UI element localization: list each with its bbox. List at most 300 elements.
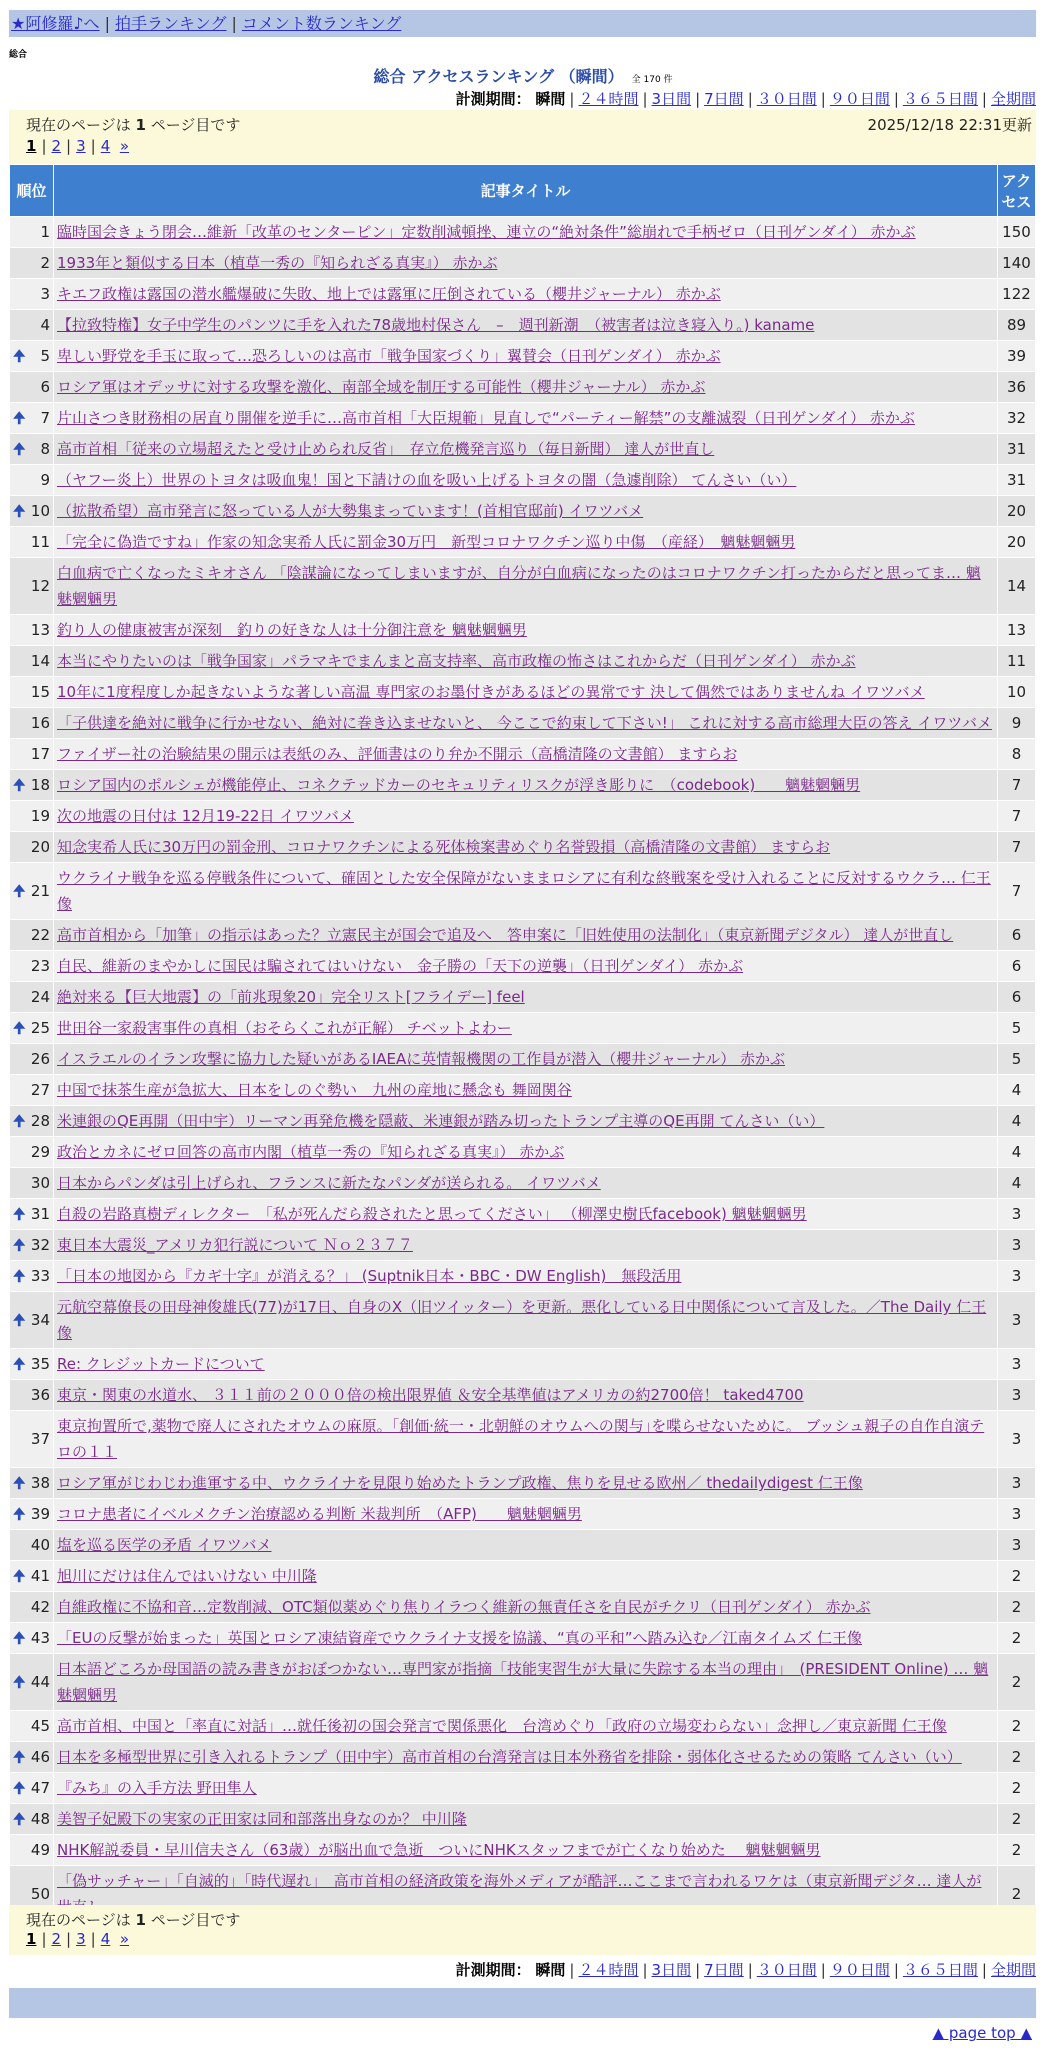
access-count: 122 [998,279,1036,310]
rank-number: 18 [30,776,50,794]
period-90d-link[interactable]: ９０日間 [829,90,890,108]
current-page-text [26,114,240,135]
article-title-link[interactable]: 「日本の地図から『カギ十字』が消える？」 (Suptnik日本・BBC・DW English) 無段活用 [57,1267,682,1285]
rank-cell [10,1044,54,1075]
article-title-link[interactable]: 「子供達を絶対に戦争に行かせない、絶対に巻き込ませないと、 今ここで約束して下さい!」 これに対する高市総理大臣の答え イワツバメ [57,714,993,732]
article-title-link[interactable]: ウクライナ戦争を巡る停戦条件について、確固とした安全保障がないままロシアに有利な終戦案を受け入れることに反対するウクラ… 仁王像 [57,869,991,913]
access-count: 3 [998,1292,1036,1349]
table-row [10,1804,1036,1835]
access-count: 2 [998,1866,1036,1923]
article-title-link[interactable]: コロナ患者にイベルメクチン治療認める判断 米裁判所 （AFP) 魑魅魍魎男 [57,1505,582,1523]
rank-number: 9 [40,471,50,489]
period-7d-link-bottom[interactable]: 7日間 [704,1961,744,1979]
article-title-link[interactable]: 東日本大震災_アメリカ犯行説について Ｎｏ２３７７ [57,1236,413,1254]
page-info-bottom [9,1905,1036,1955]
title-cell [54,832,998,863]
title-cell [54,1230,998,1261]
updated-timestamp: 2025/12/18 22:31更新 [867,116,1032,134]
page-text-pre-bottom: 現在のページは [26,1911,131,1929]
period-24h-link-bottom[interactable]: ２４時間 [578,1961,639,1979]
rank-number: 12 [30,577,50,595]
period-90d-link-bottom[interactable]: ９０日間 [829,1961,890,1979]
rank-number: 20 [30,838,50,856]
title-cell [54,1261,998,1292]
table-row [10,310,1036,341]
rank-cell [10,403,54,434]
title-cell [54,1349,998,1380]
footer-bar [9,1988,1036,2018]
rank-number: 37 [30,1430,50,1448]
title-cell [54,951,998,982]
table-row [10,770,1036,801]
rank-cell [10,341,54,372]
access-count: 7 [998,863,1036,920]
table-row [10,1168,1036,1199]
table-row [10,1592,1036,1623]
table-row [10,615,1036,646]
table-row [10,951,1036,982]
article-title-link[interactable]: 高市首相、中国と「率直に対話」…就任後初の国会発言で関係悪化 台湾めぐり「政府の立場変わらない」念押し／東京新聞 仁王像 [57,1717,947,1735]
rank-cell [10,1468,54,1499]
article-title-link[interactable]: 10年に1度程度しか起きないような著しい高温 専門家のお墨付きがあるほどの異常です 決して偶然ではありませんね イワツバメ [57,683,925,701]
title-cell [54,646,998,677]
article-title-link[interactable]: 釣り人の健康被害が深刻 釣りの好きな人は十分御注意を 魑魅魍魎男 [57,621,527,639]
rank-up-arrow-icon: 🠉 [13,776,26,794]
table-row [10,1499,1036,1530]
period-365d-link[interactable]: ３６５日間 [902,90,978,108]
article-title-link[interactable]: 片山さつき財務相の居直り開催を逆手に…高市首相「大臣規範」見直しで“パーティー解禁”の支離滅裂（日刊ゲンダイ） 赤かぶ [57,409,915,427]
article-title-link[interactable]: 絶対来る【巨大地震】の「前兆現象20」完全リスト[フライデー] feel [57,988,525,1006]
table-row [10,1623,1036,1654]
period-current: 瞬間 [535,90,566,108]
title-cell [54,770,998,801]
rank-up-arrow-icon: 🠉 [13,409,26,427]
table-row [10,1654,1036,1711]
rank-number: 47 [30,1779,50,1797]
rank-up-arrow-icon: 🠉 [13,1205,26,1223]
rank-number: 4 [40,316,50,334]
rank-up-arrow-icon: 🠉 [13,1355,26,1373]
title-cell [54,527,998,558]
period-24h-link[interactable]: ２４時間 [578,90,639,108]
table-row [10,465,1036,496]
title-cell [54,1592,998,1623]
article-title-link[interactable]: 臨時国会きょう閉会…維新「改革のセンターピン」定数削減頓挫、連立の“絶対条件”総崩れで手柄ゼロ（日刊ゲンダイ） 赤かぶ [57,223,916,241]
access-count: 4 [998,1075,1036,1106]
access-count: 7 [998,770,1036,801]
rank-number: 48 [30,1810,50,1828]
title-cell [54,920,998,951]
title-cell [54,341,998,372]
title-cell [54,1561,998,1592]
table-row [10,1349,1036,1380]
rank-up-arrow-icon: 🠉 [13,1505,26,1523]
rank-cell [10,1137,54,1168]
title-cell [54,1106,998,1137]
period-label-bottom: 計測期間： [455,1961,531,1979]
comment-ranking-link[interactable]: コメント数ランキング [241,14,402,33]
rank-up-arrow-icon: 🠉 [13,502,26,520]
table-row [10,646,1036,677]
pager-bottom: 1 | 2 | 3 | 4 » [26,1930,129,1948]
access-count: 3 [998,1349,1036,1380]
title-cell [54,1711,998,1742]
article-title-link[interactable]: 「完全に偽造ですね」作家の知念実希人氏に罰金30万円 新型コロナワクチン巡り中傷 （産経） 魑魅魍魎男 [57,533,796,551]
article-title-link[interactable]: 日本語どころか母国語の読み書きがおぼつかない…専門家が指摘「技能実習生が大量に失踪する本当の理由」 (PRESIDENT Online) … 魑魅魍魎男 [57,1660,989,1704]
access-count: 3 [998,1380,1036,1411]
rank-number: 43 [30,1629,50,1647]
title-cell [54,801,998,832]
access-count: 9 [998,708,1036,739]
article-title-link[interactable]: 【拉致特権】女子中学生のパンツに手を入れた78歳地村保さん – 週刊新潮 （被害者は泣き寝入り。) kaname [57,316,815,334]
rank-number: 29 [30,1143,50,1161]
access-count: 4 [998,1106,1036,1137]
rank-up-arrow-icon: 🠉 [13,1236,26,1254]
rank-number: 41 [30,1567,50,1585]
table-row [10,708,1036,739]
period-30d-link[interactable]: ３０日間 [756,90,817,108]
rank-cell [10,1199,54,1230]
period-3d-link-bottom[interactable]: 3日間 [651,1961,692,1979]
article-title-link[interactable]: 元航空幕僚長の田母神俊雄氏(77)が17日、自身のX（旧ツイッター）を更新。悪化している日中関係について言及した。／The Daily 仁王像 [57,1298,987,1342]
title-cell [54,1292,998,1349]
rank-up-arrow-icon: 🠉 [13,440,26,458]
table-row [10,1530,1036,1561]
article-title-link[interactable]: 高市首相から「加筆」の指示はあった？立憲民主が国会で追及へ 答申案に「旧姓使用の法制化」（東京新聞デジタル） 達人が世直し [57,926,954,944]
table-row [10,832,1036,863]
rank-cell [10,1013,54,1044]
access-count: 7 [998,801,1036,832]
access-count: 7 [998,832,1036,863]
access-count: 11 [998,646,1036,677]
article-title-link[interactable]: 知念実希人氏に30万円の罰金刑、コロナワクチンによる死体検案書めぐり名誉毀損（高橋清隆の文書館） ますらお [57,838,831,856]
article-title-link[interactable]: NHK解説委員・早川信夫さん（63歳）が脳出血で急逝 ついにNHKスタッフまでが亡くなり始めた 魑魅魍魎男 [57,1841,821,1859]
pager-next-bottom[interactable]: » [119,1930,129,1948]
access-count: 4 [998,1168,1036,1199]
rank-number: 33 [30,1267,50,1285]
rank-number: 25 [30,1019,50,1037]
article-title-link[interactable]: 自殺の岩路真樹ディレクター 「私が死んだら殺されたと思ってください」 （柳澤史樹氏facebook) 魑魅魍魎男 [57,1205,807,1223]
title-cell [54,1530,998,1561]
rank-cell [10,982,54,1013]
pager-top: 1 | 2 | 3 | 4 » [26,137,129,155]
title-cell [54,1499,998,1530]
current-page-text-bottom [26,1909,240,1930]
article-title-link[interactable]: （拡散希望）高市発言に怒っている人が大勢集まっています！(首相官邸前) イワツバメ [57,502,644,520]
access-count: 32 [998,403,1036,434]
rank-cell [10,677,54,708]
title-cell [54,372,998,403]
article-title-link[interactable]: 『みち』の入手方法 野田隼人 [57,1779,257,1797]
access-count: 20 [998,527,1036,558]
rank-up-arrow-icon: 🠉 [13,1567,26,1585]
article-title-link[interactable]: 世田谷一家殺害事件の真相（おそらくこれが正解） チベットよわー [57,1019,512,1037]
rank-cell [10,1592,54,1623]
article-title-link[interactable]: 本当にやりたいのは「戦争国家」パラマキでまんまと高支持率、高市政権の怖さはこれからだ（日刊ゲンダイ） 赤かぶ [57,652,856,670]
rank-up-arrow-icon: 🠉 [13,1629,26,1647]
access-count: 2 [998,1835,1036,1866]
rank-number: 34 [30,1311,50,1329]
table-row [10,248,1036,279]
access-count: 2 [998,1623,1036,1654]
table-row [10,1199,1036,1230]
rank-cell [10,646,54,677]
page-top-link[interactable]: ▲ page top ▲ [932,2024,1032,2042]
article-title-link[interactable]: 美智子妃殿下の実家の正田家は同和部落出身なのか？ 中川隆 [57,1810,467,1828]
pager-page-4-bottom[interactable]: 4 [100,1930,111,1948]
article-title-link[interactable]: 政治とカネにゼロ回答の高市内閣（植草一秀の『知られざる真実』） 赤かぶ [57,1143,565,1161]
rank-cell [10,770,54,801]
article-title-link[interactable]: ロシア軍はオデッサに対する攻撃を激化、南部全域を制圧する可能性（櫻井ジャーナル） 赤かぶ [57,378,706,396]
article-title-link[interactable]: 「偽サッチャー」「自滅的」「時代遅れ」 高市首相の経済政策を海外メディアが酷評…ここまで言われるワケは（東京新聞デジタ… 達人が [57,1872,982,1890]
rank-number: 11 [30,533,50,551]
rank-number: 31 [30,1205,50,1223]
rank-number: 30 [30,1174,50,1192]
page-num-bottom: 1 [135,1911,146,1929]
rank-cell [10,1561,54,1592]
article-title-link[interactable]: 自維政権に不協和音…定数削減、OTC類似薬めぐり焦りイラつく維新の無責任さを自民がチクリ（日刊ゲンダイ） 赤かぶ [57,1598,871,1616]
title-cell [54,279,998,310]
pager-page-3-bottom[interactable]: 3 [76,1930,86,1948]
article-title-link[interactable]: ロシア国内のポルシェが機能停止、コネクテッドカーのセキュリティリスクが浮き彫りに （codebook) 魑魅魍魎男 [57,776,861,794]
table-row [10,1137,1036,1168]
article-title-link[interactable]: 塩を巡る医学の矛盾 イワツバメ [57,1536,272,1554]
total-count: 全 170 件 [631,75,673,85]
title-cell [54,1804,998,1835]
rank-number: 24 [30,988,50,1006]
period-3d-link[interactable]: 3日間 [651,90,692,108]
title-cell [54,248,998,279]
rank-cell [10,951,54,982]
rank-number: 50 [30,1885,50,1903]
rank-number: 36 [30,1386,50,1404]
title-cell [54,615,998,646]
access-count: 8 [998,739,1036,770]
rank-up-arrow-icon: 🠉 [13,1673,26,1691]
rank-cell [10,310,54,341]
article-title-link[interactable]: 旭川にだけは住んではいけない 中川隆 [57,1567,317,1585]
rank-up-arrow-icon: 🠉 [13,1267,26,1285]
rank-number: 3 [40,285,50,303]
rank-number: 46 [30,1748,50,1766]
period-30d-link-bottom[interactable]: ３０日間 [756,1961,817,1979]
rank-cell [10,1380,54,1411]
access-count: 13 [998,615,1036,646]
page-num: 1 [135,116,146,134]
period-7d-link[interactable]: 7日間 [704,90,744,108]
title-cell [54,558,998,615]
rank-cell [10,217,54,248]
period-selector: 計測期間： 瞬間 | ２４時間 | 3日間 | 7日間 | ３０日間 | ９０日間 | ３６５日間 | 全期間 [455,90,1036,108]
title-cell [54,982,998,1013]
table-row [10,1075,1036,1106]
period-all-link[interactable]: 全期間 [990,90,1036,108]
rank-cell [10,832,54,863]
title-cell [54,1044,998,1075]
table-row [10,801,1036,832]
table-row [10,1230,1036,1261]
period-selector-bottom: 計測期間： 瞬間 | ２４時間 | 3日間 | 7日間 | ３０日間 | ９０日間 | ３６５日間 | 全期間 [455,1961,1036,1979]
article-title-link[interactable]: 東京拘置所で,薬物で廃人にされたオウムの麻原。「創価·統一・北朝鮮のオウムへの関与｣を喋らせないために。 ブッシュ親子の自作自演テロの１１ [57,1417,985,1461]
rank-number: 28 [30,1112,50,1130]
access-count: 31 [998,465,1036,496]
rank-number: 8 [40,440,50,458]
rank-cell [10,527,54,558]
title-cell [54,1137,998,1168]
rank-number: 5 [40,347,50,365]
home-link[interactable]: ★阿修羅♪へ [11,14,100,33]
rank-cell [10,1773,54,1804]
header-title: 記事タイトル [54,165,998,217]
article-title-link[interactable]: （ヤフー炎上）世界のトヨタは吸血鬼！国と下請けの血を吸い上げるトヨタの闇（急遽削除） てんさい（い） [57,471,797,489]
title-cell [54,863,998,920]
pager-next[interactable]: » [119,137,129,155]
page-text-post: ページ目です [150,116,241,134]
rank-number: 15 [30,683,50,701]
access-count: 36 [998,372,1036,403]
access-count: 3 [998,1230,1036,1261]
article-title-link[interactable]: 次の地震の日付は 12月19-22日 イワツバメ [57,807,354,825]
table-row [10,677,1036,708]
title-cell [54,1468,998,1499]
pager-page-3[interactable]: 3 [76,137,86,155]
article-title-link[interactable]: 米連銀のQE再開（田中宇）リーマン再発危機を隠蔽、米連銀が踏み切ったトランプ主導のQE再開 てんさい（い） [57,1112,825,1130]
rank-cell [10,1411,54,1468]
access-count: 2 [998,1773,1036,1804]
table-row [10,341,1036,372]
access-count: 5 [998,1044,1036,1075]
category-tag: 総合 [9,50,28,60]
table-row [10,982,1036,1013]
rank-number: 35 [30,1355,50,1373]
rank-number: 27 [30,1081,50,1099]
table-row [10,1773,1036,1804]
article-title-link[interactable]: 高市首相「従来の立場超えたと受け止められ反省」 存立危機発言巡り（毎日新聞） 達人が世直し [57,440,715,458]
article-title-link[interactable]: Re: クレジットカードについて [57,1355,265,1373]
rank-cell [10,1075,54,1106]
table-row [10,1835,1036,1866]
rank-number: 26 [30,1050,50,1068]
rank-cell [10,1530,54,1561]
period-all-link-bottom[interactable]: 全期間 [990,1961,1036,1979]
rank-up-arrow-icon: 🠉 [13,1112,26,1130]
access-count: 4 [998,1137,1036,1168]
pager-page-2-bottom[interactable]: 2 [51,1930,62,1948]
clap-ranking-link[interactable]: 拍手ランキング [114,14,227,33]
rank-cell [10,1623,54,1654]
table-row [10,1468,1036,1499]
access-count: 39 [998,341,1036,372]
access-count: 6 [998,982,1036,1013]
rank-number: 13 [30,621,50,639]
article-title-link[interactable]: 白血病で亡くなったミキオさん 「陰謀論になってしまいますが、自分が白血病になったのはコロナワクチン打ったからだと思ってま… 魑魅魍魎男 [57,564,981,608]
access-count: 10 [998,677,1036,708]
access-count: 140 [998,248,1036,279]
rank-cell [10,1804,54,1835]
rank-number: 32 [30,1236,50,1254]
table-row [10,1411,1036,1468]
title-cell [54,1075,998,1106]
access-count: 3 [998,1499,1036,1530]
rank-cell [10,801,54,832]
page-title [0,64,1046,87]
article-title-link[interactable]: 1933年と類似する日本（植草一秀の『知られざる真実』） 赤かぶ [57,254,498,272]
period-label: 計測期間： [455,90,531,108]
access-count: 2 [998,1804,1036,1835]
title-cell [54,677,998,708]
pager-page-2[interactable]: 2 [51,137,62,155]
article-title-link[interactable]: 日本からパンダは引上げられ、フランスに新たなパンダが送られる。 イワツバメ [57,1174,601,1192]
article-title-link[interactable]: 「EUの反撃が始まった」英国とロシア凍結資産でウクライナ支援を協議、“真の平和”へ踏み込む／江南タイムズ 仁王像 [57,1629,863,1647]
title-cell [54,1199,998,1230]
rank-up-arrow-icon: 🠉 [13,1779,26,1797]
article-title-link[interactable]: 自民、維新のまやかしに国民は騙されてはいけない 金子勝の「天下の逆襲」（日刊ゲンダイ） 赤かぶ [57,957,744,975]
rank-number: 40 [30,1536,50,1554]
article-title-link[interactable]: 中国で抹茶生産が急拡大、日本をしのぐ勢い 九州の産地に懸念も 舞岡関谷 [57,1081,572,1099]
title-cell [54,708,998,739]
article-title-link[interactable]: イスラエルのイラン攻撃に協力した疑いがあるIAEAに英情報機関の工作員が潜入（櫻井ジャーナル） 赤かぶ [57,1050,785,1068]
title-cell [54,310,998,341]
rank-cell [10,920,54,951]
table-row [10,863,1036,920]
article-title-link[interactable]: 日本を多極型世界に引き入れるトランプ（田中宇）高市首相の台湾発言は日本外務省を排除・弱体化させるための策略 てんさい（い） [57,1748,962,1766]
pager-page-4[interactable]: 4 [100,137,111,155]
title-cell [54,434,998,465]
article-title-link[interactable]: ファイザー社の治験結果の開示は表紙のみ、評価書はのり弁か不開示（高橋清隆の文書館） ますらお [57,745,738,763]
rank-cell [10,1835,54,1866]
access-count: 150 [998,217,1036,248]
rank-number: 44 [30,1673,50,1691]
period-365d-link-bottom[interactable]: ３６５日間 [902,1961,978,1979]
rank-number: 2 [40,254,50,272]
top-nav-bar [9,10,1036,37]
article-title-link[interactable]: 卑しい野党を手玉に取って…恐ろしいのは高市「戦争国家づくり」翼賛会（日刊ゲンダイ） 赤かぶ [57,347,721,365]
table-row [10,1561,1036,1592]
rank-cell [10,558,54,615]
rank-cell [10,1742,54,1773]
access-count: 89 [998,310,1036,341]
access-count: 5 [998,1013,1036,1044]
rank-cell [10,863,54,920]
title-cell [54,1623,998,1654]
rank-up-arrow-icon: 🠉 [13,1311,26,1329]
article-title-link[interactable]: 東京・関東の水道水、 ３１１前の２０００倍の検出限界値 ＆安全基準値はアメリカの約2700倍！ taked4700 [57,1386,804,1404]
rank-cell [10,279,54,310]
rank-cell [10,465,54,496]
access-count: 3 [998,1530,1036,1561]
access-count: 2 [998,1561,1036,1592]
rank-cell [10,615,54,646]
access-count: 3 [998,1261,1036,1292]
access-count: 6 [998,951,1036,982]
rank-number: 49 [30,1841,50,1859]
rank-number: 19 [30,807,50,825]
access-count: 14 [998,558,1036,615]
page-text-post-bottom: ページ目です [150,1911,241,1929]
article-title-link[interactable]: キエフ政権は露国の潜水艦爆破に失敗、地上では露軍に圧倒されている（櫻井ジャーナル） 赤かぶ [57,285,721,303]
article-title-link[interactable]: ロシア軍がじわじわ進軍する中、ウクライナを見限り始めたトランプ政権、焦りを見せる欧州／ thedailydigest 仁王像 [57,1474,863,1492]
title-cell [54,1742,998,1773]
title-cell [54,496,998,527]
rank-up-arrow-icon: 🠉 [13,1019,26,1037]
rank-up-arrow-icon: 🠉 [13,347,26,365]
table-row [10,1380,1036,1411]
rank-cell [10,248,54,279]
title-cell [54,403,998,434]
table-row [10,558,1036,615]
access-count: 3 [998,1199,1036,1230]
rank-number: 17 [30,745,50,763]
